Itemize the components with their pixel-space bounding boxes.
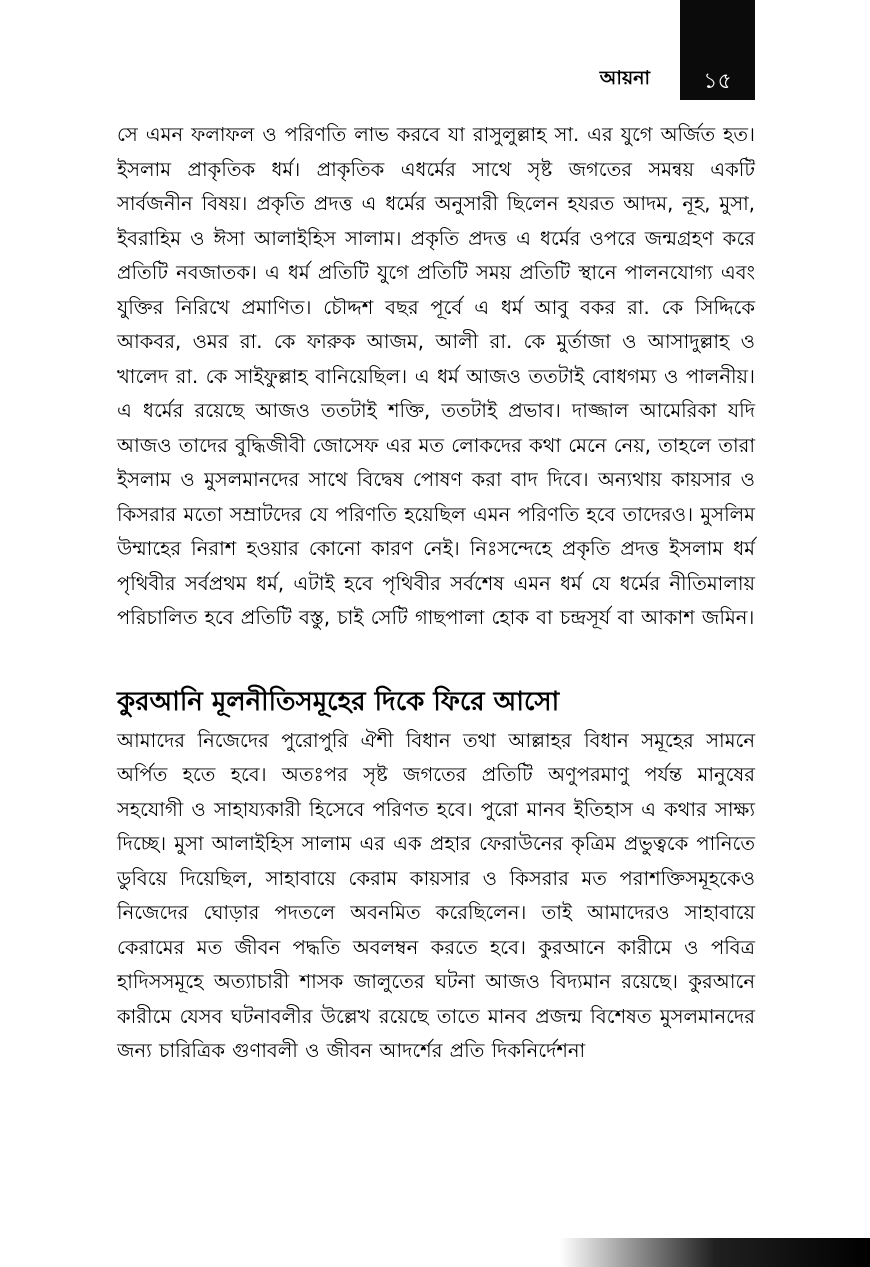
page-number-tab	[680, 0, 755, 100]
body-paragraph-2: আমাদের নিজেদের পুরোপুরি ঐশী বিধান তথা আল্লাহর বিধান সমূহের সামনে অর্পিত হতে হবে। অতঃপর সৃষ্ট জগতের প্রতিটি অণুপরমাণু পর্যন্ত মানুষের সহযোগী ও সাহায্যকারী হিসেবে পরিণত হবে। পুরো মানব ইতিহাস এ কথার সাক্ষ্য দিচ্ছে। মুসা আলাইহিস সালাম এর এক প্রহার ফেরাউনের কৃত্রিম প্রভুত্বকে পানিতে ডুবিয়ে দিয়েছিল, সাহাবায়ে কেরাম কায়সার ও কিসরার মত পরাশক্তিসমূহকেও নিজেদের ঘোড়ার পদতলে অবনমিত করেছিলেন। তাই আমাদেরও সাহাবায়ে কেরামের মত জীবন পদ্ধতি অবলম্বন করতে হবে। কুরআনে কারীমে ও পবিত্র হাদিসসমূহে অত্যাচারী শাসক জালুতের ঘটনা আজও বিদ্যমান রয়েছে। কুরআনে কারীমে যেসব ঘটনাবলীর উল্লেখ রয়েছে তাতে মানব প্রজন্ম বিশেষত মুসলমানদের জন্য চারিত্রিক গুণাবলী ও জীবন আদর্শের প্রতি দিকনির্দেশনা	[117, 728, 755, 1062]
running-header-title: আয়না	[599, 67, 650, 89]
page-number: ১৫	[703, 69, 732, 94]
page-body	[117, 118, 755, 1069]
footer-gradient-bar	[560, 1238, 870, 1267]
section-heading: কুরআনি মূলনীতিসমূহের দিকে ফিরে আসো	[117, 686, 560, 717]
body-paragraph-1: সে এমন ফলাফল ও পরিণতি লাভ করবে যা রাসুলুল্লাহ সা. এর যুগে অর্জিত হত। ইসলাম প্রাকৃতিক ধর্ম। প্রাকৃতিক এধর্মের সাথে সৃষ্ট জগতের সমন্বয় একটি সার্বজনীন বিষয়। প্রকৃতি প্রদত্ত এ ধর্মের অনুসারী ছিলেন হযরত আদম, নূহ, মুসা, ইবরাহিম ও ঈসা আলাইহিস সালাম। প্রকৃতি প্রদত্ত এ ধর্মের ওপরে জন্মগ্রহণ করে প্রতিটি নবজাতক। এ ধর্ম প্রতিটি যুগে প্রতিটি সময় প্রতিটি স্থানে পালনযোগ্য এবং যুক্তির নিরিখে প্রমাণিত। চৌদ্দশ বছর পূর্বে এ ধর্ম আবু বকর রা. কে সিদ্দিকে আকবর, ওমর রা. কে ফারুক আজম, আলী রা. কে মুর্তাজা ও আসাদুল্লাহ ও খালেদ রা. কে সাইফুল্লাহ বানিয়েছিল। এ ধর্ম আজও ততটাই বোধগম্য ও পালনীয়। এ ধর্মের রয়েছে আজও ততটাই শক্তি, ততটাই প্রভাব। দাজ্জাল আমেরিকা যদি আজও তাদের বুদ্ধিজীবী জোসেফ এর মত লোকদের কথা মেনে নেয়, তাহলে তারা ইসলাম ও মুসলমানদের সাথে বিদ্বেষ পোষণ করা বাদ দিবে। অন্যথায় কায়সার ও কিসরার মতো সম্রাটদের যে পরিণতি হয়েছিল এমন পরিণতি হবে তাদেরও। মুসলিম উম্মাহের নিরাশ হওয়ার কোনো কারণ নেই। নিঃসন্দেহে প্রকৃতি প্রদত্ত ইসলাম ধর্ম পৃথিবীর সর্বপ্রথম ধর্ম, এটাই হবে পৃথিবীর সর্বশেষ এমন ধর্ম যে ধর্মের নীতিমালায় পরিচালিত হবে প্রতিটি বস্তু, চাই সেটি গাছপালা হোক বা চন্দ্রসূর্য বা আকাশ জমিন।	[117, 123, 755, 629]
